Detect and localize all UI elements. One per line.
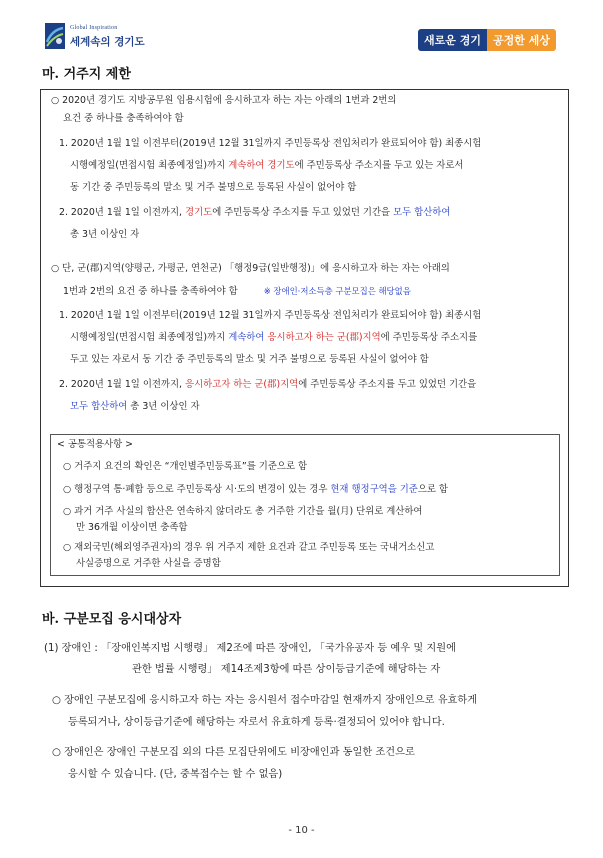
disabled-bullet-2-line-1: ○ 장애인은 장애인 구분모집 외의 다른 모집단위에도 비장애인과 동일한 조건으로	[52, 747, 415, 758]
requirement-2-line-2: 총 3년 이상인 자	[70, 229, 140, 240]
condition-paragraph-2-line-1: ○ 단, 군(郡)지역(양평군, 가평군, 연천군) 「행정9급(일반행정)」에 응시하고자 하는 자는 아래의	[51, 263, 450, 274]
page-header	[0, 0, 603, 62]
condition-paragraph-1-line-1: ○ 2020년 경기도 지방공무원 임용시험에 응시하고자 하는 자는 아래의 1번과 2번의	[51, 95, 397, 106]
common-rule-4-line-1: ○ 재외국민(해외영주권자)의 경우 위 거주지 제한 요건과 같고 주민등록 또는 국내거소신고	[63, 542, 435, 553]
common-rule-2: ○ 행정구역 통·폐합 등으로 주민등록상 시·도의 변경이 있는 경우 현재 행정구역을 기준으로 함	[63, 484, 448, 495]
gyeonggi-logo	[44, 22, 156, 54]
highlight-sum-all: 모두 합산하여	[393, 207, 451, 218]
disabled-bullet-1-line-1: ○ 장애인 구분모집에 응시하고자 하는 자는 응시원서 접수마감일 현재까지 장애인으로 유효하게	[52, 695, 478, 706]
common-rules-box	[50, 434, 560, 576]
slogan-banner	[418, 28, 556, 52]
county-requirement-1-line-2: 시행예정일(면접시험 최종예정일)까지 계속하여 응시하고자 하는 군(郡)지역에 주민등록상 주소지를	[70, 332, 478, 343]
county-requirement-1-line-3: 두고 있는 자로서 동 기간 중 주민등록의 말소 및 거주 불명으로 등록된 사실이 없어야 함	[70, 354, 429, 365]
common-rule-1: ○ 거주지 요건의 확인은 “개인별주민등록표”를 기준으로 함	[63, 461, 308, 472]
highlight-current-district: 현재 행정구역을 기준	[330, 484, 418, 495]
logo-mark-icon	[44, 22, 66, 50]
disabled-definition-line-2: 관한 법률 시행령」 제14조제3항에 따른 상이등급기준에 해당하는 자	[132, 664, 441, 675]
requirement-1-line-2: 시행예정일(면접시험 최종예정일)까지 계속하여 경기도에 주민등록상 주소지를 두고 있는 자로서	[70, 160, 464, 171]
disabled-bullet-1-line-2: 등록되거나, 상이등급기준에 해당하는 자로서 유효하게 등록·결정되어 있어야 합니다.	[68, 717, 445, 728]
common-rule-3-line-2: 만 36개월 이상이면 충족함	[76, 522, 188, 533]
logo-subtitle: Global Inspiration	[70, 25, 118, 31]
section-title-separate-recruitment: 바. 구분모집 응시대상자	[42, 612, 182, 627]
slogan-part-1: 새로운 경기	[418, 29, 487, 51]
disabled-definition-line-1: (1) 장애인 : 「장애인복지법 시행령」 제2조에 따른 장애인, 「국가유공자 등 예우 및 지원에	[44, 643, 456, 654]
highlight-continuously: 계속하여	[228, 332, 268, 343]
logo-title: 세계속의 경기도	[70, 36, 145, 48]
note-not-applicable: ※ 장애인·저소득층 구분모집은 해당없음	[263, 286, 411, 296]
requirement-1-line-1: 1. 2020년 1월 1일 이전부터(2019년 12월 31일까지 주민등록상 전입처리가 완료되어야 함) 최종시험	[59, 138, 482, 149]
disabled-bullet-2-line-2: 응시할 수 있습니다. (단, 중복접수는 할 수 없음)	[68, 769, 283, 780]
requirement-2-line-1: 2. 2020년 1월 1일 이전까지, 경기도에 주민등록상 주소지를 두고 있었던 기간을 모두 합산하여	[59, 207, 451, 218]
requirement-1-line-3: 동 기간 중 주민등록의 말소 및 거주 불명으로 등록된 사실이 없어야 함	[70, 182, 357, 193]
highlight-county: 응시하고자 하는 군(郡)지역	[267, 332, 381, 343]
highlight-gyeonggi: 경기도	[267, 160, 295, 171]
county-requirement-2-line-2: 모두 합산하여 총 3년 이상인 자	[70, 401, 200, 412]
common-rule-4-line-2: 사실증명으로 거주한 사실을 증명함	[76, 558, 221, 569]
common-rules-title: < 공통적용사항 >	[57, 439, 134, 450]
highlight-sum-all: 모두 합산하여	[70, 401, 128, 412]
page-number: - 10 -	[288, 825, 315, 836]
county-requirement-2-line-1: 2. 2020년 1월 1일 이전까지, 응시하고자 하는 군(郡)지역에 주민등록상 주소지를 두고 있었던 기간을	[59, 379, 477, 390]
condition-paragraph-2-line-2: 1번과 2번의 요건 중 하나를 충족하여야 함 ※ 장애인·저소득층 구분모집은 해당없음	[63, 286, 411, 297]
county-requirement-1-line-1: 1. 2020년 1월 1일 이전부터(2019년 12월 31일까지 주민등록상 전입처리가 완료되어야 함) 최종시험	[59, 310, 482, 321]
slogan-part-2: 공정한 세상	[487, 29, 556, 51]
highlight-county: 응시하고자 하는 군(郡)지역	[185, 379, 299, 390]
highlight-gyeonggi: 경기도	[185, 207, 213, 218]
common-rule-3-line-1: ○ 과거 거주 사실의 합산은 연속하지 않더라도 총 거주한 기간을 월(月) 단위로 계산하여	[63, 506, 423, 517]
condition-paragraph-1-line-2: 요건 중 하나를 충족하여야 함	[63, 113, 184, 124]
highlight-continuously: 계속하여	[228, 160, 268, 171]
section-title-residence: 마. 거주지 제한	[42, 67, 131, 82]
